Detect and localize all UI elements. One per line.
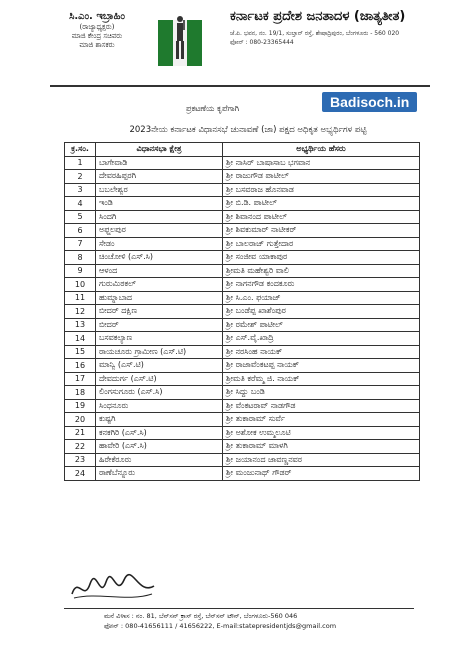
party-name: ಕರ್ನಾಟಕ ಪ್ರದೇಶ ಜನತಾದಳ (ಜಾತ್ಯತೀತ) [230,9,406,24]
sender-name: ಸಿ.ಎಂ. ಇಬ್ರಾಹಿಂ [69,11,125,22]
table-row [65,264,420,278]
table-row [65,453,420,467]
row-number: 17 [65,372,96,386]
row-constituency: ದೇವದುರ್ಗ (ಎಸ್.ಟಿ) [96,372,223,386]
party-address: ಜೆ.ಪಿ. ಭವನ, ನಂ. 19/1, ಸುಲ್ತಾನ್ ರಸ್ತೆ, ಶೇಷಾದ್ರಿಪುರಂ, ಬೆಂಗಳೂರು - 560 020 [230,29,400,37]
row-candidate: ಶ್ರೀ ಮಂಜುನಾಥ್ ಗೌಡರ್ [223,467,420,481]
footer-address: ಮನೆ ವಿಳಾಸ : ನಂ. 81, ಬೆನ್‌ಸನ್ ಕ್ರಾಸ್ ರಸ್ತೆ, ಬೆನ್‌ಸನ್ ಟೌನ್, ಬೆಂಗಳೂರು-560 046 [104,612,298,620]
row-constituency: ಇಂಡಿ [96,197,223,211]
row-candidate: ಶ್ರೀ ಬಾಲರಾಜ್ ಗುತ್ತೇದಾರ [223,237,420,251]
row-constituency: ಲಿಂಗಸುಗೂರು (ಎಸ್.ಸಿ) [96,386,223,400]
row-candidate: ಶ್ರೀ ಜಯಾನಂದ ಜಾವಣ್ಣನವರ [223,453,420,467]
party-logo-figure [172,14,188,62]
row-number: 14 [65,332,96,346]
sender-role: (ರಾಜ್ಯಾಧ್ಯಕ್ಷರು) [79,23,115,31]
row-candidate: ಶ್ರೀ ಬಂಡೆಪ್ಪ ಖಾಶೆಂಪುರ [223,305,420,319]
col-header-constituency: ವಿಧಾನಸಭಾ ಕ್ಷೇತ್ರ [96,143,223,157]
sender-block [54,10,140,50]
watermark-badge: Badisoch.in [322,92,417,112]
table-row [65,332,420,346]
row-number: 21 [65,426,96,440]
row-number: 11 [65,291,96,305]
row-candidate: ಶ್ರೀ ಸಿ.ಎಂ. ಫಯಾಜ್ [223,291,420,305]
row-constituency: ಸಿಂದಗಿ [96,210,223,224]
col-header-candidate: ಅಭ್ಯರ್ಥಿಯ ಹೆಸರು [223,143,420,157]
row-candidate: ಶ್ರೀ ರಮೇಶ್ ಪಾಟೀಲ್ [223,318,420,332]
table-header-row [65,143,420,157]
row-constituency: ಕುಷ್ಟಗಿ [96,413,223,427]
row-candidate: ಶ್ರೀ ಶಿವಾನಂದ ಪಾಟೀಲ್ [223,210,420,224]
row-constituency: ರಾಯಚೂರು ಗ್ರಾಮೀಣ (ಎಸ್.ಟಿ) [96,345,223,359]
table-row [65,251,420,265]
row-candidate: ಶ್ರೀ ನಾಗನಗೌಡ ಕಂದಕೂರು [223,278,420,292]
row-number: 5 [65,210,96,224]
row-constituency: ಚಿಂಚೋಳಿ (ಎಸ್.ಸಿ) [96,251,223,265]
table-row [65,170,420,184]
row-candidate: ಶ್ರೀ ತುಕಾರಾಮ್ ಸುರ್ವೆ [223,413,420,427]
row-constituency: ಕನಕಗಿರಿ (ಎಸ್.ಸಿ) [96,426,223,440]
table-row [65,467,420,481]
row-constituency: ಬಾಗೇವಾಡಿ [96,156,223,170]
row-constituency: ಗುರುಮಿಠಕಲ್ [96,278,223,292]
table-row [65,440,420,454]
table-row [65,197,420,211]
row-number: 8 [65,251,96,265]
row-number: 6 [65,224,96,238]
table-row [65,183,420,197]
table-row [65,372,420,386]
row-number: 18 [65,386,96,400]
row-number: 4 [65,197,96,211]
table-row [65,345,420,359]
row-constituency: ಮಾನ್ವಿ (ಎಸ್.ಟಿ) [96,359,223,373]
table-row [65,237,420,251]
row-candidate: ಶ್ರೀ ಸಿದ್ದು ಬಂಡಿ [223,386,420,400]
row-number: 19 [65,399,96,413]
row-number: 1 [65,156,96,170]
footer-contact: ಫೋನ್ : 080-41656111 / 41656222, E-mail:statepresidentjds@gmail.com [104,621,337,630]
col-header-number: ಕ್ರ.ಸಂ. [65,143,96,157]
row-candidate: ಶ್ರೀ ರಾಜುಗೌಡ ಪಾಟೀಲ್ [223,170,420,184]
table-row [65,224,420,238]
table-row [65,156,420,170]
row-constituency: ಆಳಂದ [96,264,223,278]
row-constituency: ಹಿರೇಕೆರೂರು [96,453,223,467]
row-number: 9 [65,264,96,278]
party-header [230,8,450,47]
document-title: 2023ನೇಯ ಕರ್ನಾಟಕ ವಿಧಾನಸಭೆ ಚುನಾವಣೆ (ಜಾ) ಪಕ್ಷದ ಅಧಿಕೃತ ಅಭ್ಯರ್ಥಿಗಳ ಪಟ್ಟಿ [129,125,367,135]
table-row [65,359,420,373]
row-candidate: ಶ್ರೀಮತಿ ಮಹೇಶ್ವರಿ ವಾಲಿ [223,264,420,278]
press-label: ಪ್ರಕಟಣೆಯ ಕೃಪೆಗಾಗಿ [186,104,240,113]
row-candidate: ಶ್ರೀ ರಾಜಾವೆಂಕಟಪ್ಪ ನಾಯಕ್ [223,359,420,373]
footer [104,612,424,632]
row-number: 15 [65,345,96,359]
row-number: 24 [65,467,96,481]
row-candidate: ಶ್ರೀ ನಾಸಿರ್ ಬಾಷಾಸಾಬ ಭಗವಾನ [223,156,420,170]
table-row [65,305,420,319]
row-constituency: ಸಿಂಧನೂರು [96,399,223,413]
sender-sub1: ಮಾಜಿ ಕೇಂದ್ರ ಸಚಿವರು [71,32,123,41]
table-row [65,386,420,400]
row-constituency: ಹುಮ್ನಾಬಾದ [96,291,223,305]
party-phone: ಫೋನ್ : 080-23365444 [230,38,294,46]
table-row [65,318,420,332]
row-number: 20 [65,413,96,427]
table-row [65,413,420,427]
row-constituency: ರಾಣೆಬೆನ್ನೂರು [96,467,223,481]
row-number: 16 [65,359,96,373]
table-row [65,426,420,440]
row-number: 23 [65,453,96,467]
row-constituency: ಹಾವೇರಿ (ಎಸ್.ಸಿ) [96,440,223,454]
row-constituency: ಬೀದರ್ [96,318,223,332]
table-row [65,291,420,305]
row-constituency: ಬಬಲೇಶ್ವರ [96,183,223,197]
row-candidate: ಶ್ರೀ ನರಸಿಂಹ ನಾಯಕ್ [223,345,420,359]
row-constituency: ಬೀದರ್ ದಕ್ಷಿಣ [96,305,223,319]
row-number: 22 [65,440,96,454]
row-number: 10 [65,278,96,292]
table-row [65,210,420,224]
row-candidate: ಶ್ರೀಮತಿ ಕರೆಮ್ಮ ಜಿ. ನಾಯಕ್ [223,372,420,386]
row-candidate: ಶ್ರೀ ವೆಂಕಟರಾವ್ ನಾಡಗೌಡ [223,399,420,413]
row-constituency: ಅಫ್ಜಲಪುರ [96,224,223,238]
row-number: 13 [65,318,96,332]
row-candidate: ಶ್ರೀ ಅಶೋಕ ಉಮ್ಮಲೂಟಿ [223,426,420,440]
row-constituency: ಬಸವಕಲ್ಯಾಣ [96,332,223,346]
signature [68,572,158,604]
row-constituency: ಸೇಡಂ [96,237,223,251]
sender-sub2: ಮಾಜಿ ಶಾಸಕರು [79,41,115,50]
row-number: 7 [65,237,96,251]
candidate-table [64,142,420,481]
row-candidate: ಶ್ರೀ ತುಕಾರಾಮ್ ಮಾಳಗಿ [223,440,420,454]
row-constituency: ದೇವರಹಿಪ್ಪರಗಿ [96,170,223,184]
row-candidate: ಶ್ರೀ ಎಸ್.ವೈ.ಖಾದ್ರಿ [223,332,420,346]
row-number: 2 [65,170,96,184]
row-candidate: ಶ್ರೀ ಬಿ.ಡಿ. ಪಾಟೀಲ್ [223,197,420,211]
row-number: 12 [65,305,96,319]
row-candidate: ಶ್ರೀ ಬಸವರಾಜ ಹೊನವಾಡ [223,183,420,197]
header-divider [50,85,430,87]
row-candidate: ಶ್ರೀ ಸಂಜೀವ ಯಾಕಾಪುರ [223,251,420,265]
row-number: 3 [65,183,96,197]
row-candidate: ಶ್ರೀ ಶಿವಕುಮಾರ್ ನಾಟೀಕರ್ [223,224,420,238]
table-row [65,278,420,292]
footer-divider [64,608,414,609]
table-row [65,399,420,413]
